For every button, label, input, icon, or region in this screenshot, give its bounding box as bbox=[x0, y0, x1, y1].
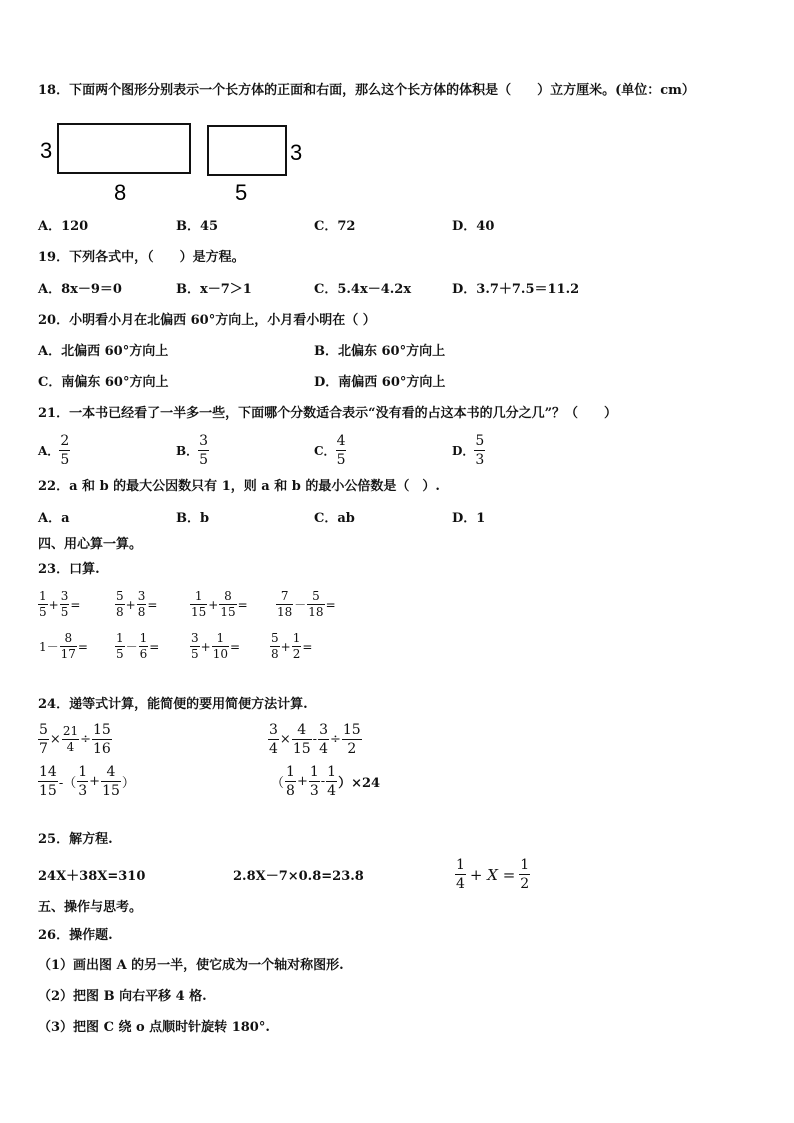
q22-option-d[interactable]: D．1 bbox=[452, 511, 486, 526]
q21-option-b-label: B． bbox=[176, 444, 199, 458]
q21-option-d[interactable] bbox=[452, 433, 485, 468]
front-height-label: 3 bbox=[40, 138, 53, 163]
q18-option-b[interactable]: B．45 bbox=[176, 219, 219, 234]
question-22-text: 22．a 和 b 的最大公因数只有 1，则 a 和 b 的最小公倍数是（ ）. bbox=[38, 479, 440, 494]
question-26-text: 26．操作题. bbox=[38, 928, 113, 943]
mental-calc-item: $\frac{5}{8}$ + $\frac{3}{8}$ = bbox=[116, 589, 158, 619]
q19-option-d[interactable]: D．3.7＋7.5＝11.2 bbox=[452, 282, 580, 297]
calc-expression-3: $\frac{14}{15}$ -（ $\frac{1}{3}$ + $\frac{4}{15}$ ） bbox=[39, 764, 135, 799]
question-23-text: 23．口算. bbox=[38, 562, 100, 577]
q26-step-2: （2）把图 B 向右平移 4 格. bbox=[38, 989, 207, 1004]
mental-calc-item: 1－ $\frac{8}{17}$ = bbox=[39, 631, 88, 661]
question-21-text: 21．一本书已经看了一半多一些，下面哪个分数适合表示“没有看的占这本书的几分之几”？（ ） bbox=[38, 406, 618, 421]
q21-option-c[interactable] bbox=[314, 433, 346, 468]
mental-calc-item: $\frac{5}{8}$ + $\frac{1}{2}$ = bbox=[271, 631, 313, 661]
right-rectangle bbox=[208, 126, 286, 175]
right-width-label: 5 bbox=[235, 180, 248, 205]
q20-option-a[interactable]: A．北偏西 60°方向上 bbox=[38, 344, 169, 359]
q19-option-b[interactable]: B．x－7＞1 bbox=[176, 282, 252, 297]
mental-calc-item: $\frac{3}{5}$ + $\frac{1}{10}$ = bbox=[191, 631, 241, 661]
q21-option-b-fraction: $\frac{3}{5}$ bbox=[199, 433, 209, 468]
mental-calc-item: $\frac{1}{5}$ + $\frac{3}{5}$ = bbox=[39, 589, 81, 619]
section-4-heading: 四、用心算一算。 bbox=[38, 537, 143, 552]
q20-option-c[interactable]: C．南偏东 60°方向上 bbox=[38, 375, 169, 390]
q18-option-d[interactable]: D．40 bbox=[452, 219, 495, 234]
q21-option-a-label: A． bbox=[38, 444, 60, 458]
mental-calc-item: $\frac{1}{15}$ + $\frac{8}{15}$ = bbox=[191, 589, 248, 619]
calc-expression-4: （ $\frac{1}{8}$ + $\frac{1}{3}$ - $\frac{1}{4}$ ）×24 bbox=[271, 764, 381, 799]
question-19-text: 19．下列各式中，（ ）是方程。 bbox=[38, 250, 245, 265]
q22-option-a[interactable]: A．a bbox=[38, 511, 70, 526]
mental-calc-item: $\frac{7}{18}$ － $\frac{5}{18}$ = bbox=[277, 589, 336, 619]
q21-option-b[interactable] bbox=[176, 433, 209, 468]
question-18-text: 18．下面两个图形分别表示一个长方体的正面和右面，那么这个长方体的体积是（ ）立方厘米。(单位：cm） bbox=[38, 83, 695, 98]
q20-option-b[interactable]: B．北偏东 60°方向上 bbox=[314, 344, 446, 359]
mental-calc-item: $\frac{1}{5}$ － $\frac{1}{6}$ = bbox=[116, 631, 160, 661]
section-5-heading: 五、操作与思考。 bbox=[38, 900, 143, 915]
q22-option-c[interactable]: C．ab bbox=[314, 511, 355, 526]
equation-1: 24X＋38X=310 bbox=[38, 869, 146, 884]
q19-option-a[interactable]: A．8x－9＝0 bbox=[38, 282, 122, 297]
q26-step-3: （3）把图 C 绕 o 点顺时针旋转 180°. bbox=[38, 1020, 270, 1035]
front-width-label: 8 bbox=[114, 180, 127, 205]
calc-expression-2: $\frac{3}{4}$ × $\frac{4}{15}$ - $\frac{3}{4}$ ÷ $\frac{15}{2}$ bbox=[269, 722, 361, 757]
calc-expression-1: $\frac{5}{7}$ × $\frac{21}{4}$ ÷ $\frac{15}{16}$ bbox=[39, 722, 111, 757]
q20-option-d[interactable]: D．南偏西 60°方向上 bbox=[314, 375, 446, 390]
right-height-label: 3 bbox=[290, 140, 303, 165]
q18-option-a[interactable]: A．120 bbox=[38, 219, 89, 234]
question-24-text: 24．递等式计算，能简便的要用简便方法计算. bbox=[38, 697, 308, 712]
equation-3: $\frac{1}{4}$ + X = $\frac{1}{2}$ bbox=[456, 857, 530, 892]
q22-option-b[interactable]: B．b bbox=[176, 511, 210, 526]
q21-option-d-fraction: $\frac{5}{3}$ bbox=[475, 433, 485, 468]
q26-step-1: （1）画出图 A 的另一半，使它成为一个轴对称图形. bbox=[38, 958, 344, 973]
q19-option-c[interactable]: C．5.4x－4.2x bbox=[314, 282, 412, 297]
front-rectangle bbox=[58, 124, 190, 173]
q21-option-c-fraction: $\frac{4}{5}$ bbox=[336, 433, 346, 468]
question-25-text: 25．解方程. bbox=[38, 832, 113, 847]
q21-option-a-fraction: $\frac{2}{5}$ bbox=[60, 433, 70, 468]
q21-option-a[interactable] bbox=[38, 433, 70, 468]
q21-option-c-label: C． bbox=[314, 444, 336, 458]
equation-2: 2.8X－7×0.8=23.8 bbox=[233, 869, 364, 884]
q21-option-d-label: D． bbox=[452, 444, 475, 458]
question-20-text: 20．小明看小月在北偏西 60°方向上，小月看小明在（ ） bbox=[38, 313, 376, 328]
rectangle-figures bbox=[36, 118, 316, 208]
q18-option-c[interactable]: C．72 bbox=[314, 219, 356, 234]
